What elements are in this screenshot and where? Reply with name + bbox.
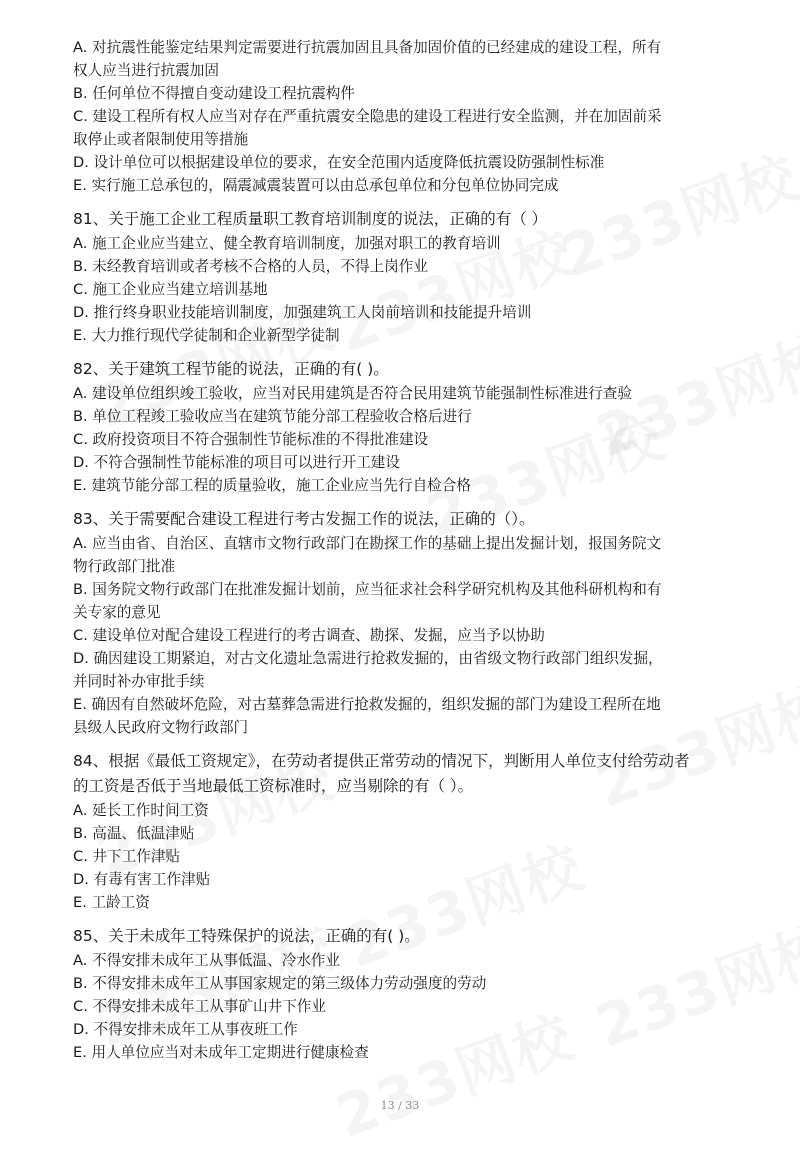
answer-option: A. 不得安排未成年工从事低温、冷水作业 <box>73 952 341 969</box>
answer-option: A. 施工企业应当建立、健全教育培训制度，加强对职工的教育培训 <box>73 235 501 252</box>
answer-option: A. 对抗震性能鉴定结果判定需要进行抗震加固且具备加固价值的已经建成的建设工程，所有 <box>73 39 662 56</box>
answer-option: C. 建设工程所有权人应当对存在严重抗震安全隐患的建设工程进行安全监测，并在加固前采 <box>73 108 662 125</box>
answer-option: D. 不符合强制性节能标准的项目可以进行开工建设 <box>73 454 400 471</box>
answer-option: B. 国务院文物行政部门在批准发掘计划前，应当征求社会科学研究机构及其他科研机构和有 <box>73 581 662 598</box>
answer-option: E. 建筑节能分部工程的质量验收，施工企业应当先行自检合格 <box>73 477 471 494</box>
answer-option: D. 推行终身职业技能培训制度，加强建筑工人岗前培训和技能提升培训 <box>73 304 532 321</box>
answer-option: E. 大力推行现代学徒制和企业新型学徒制 <box>73 327 340 344</box>
answer-option: B. 未经教育培训或者考核不合格的人员，不得上岗作业 <box>73 258 428 275</box>
answer-option: C. 井下工作津贴 <box>73 848 181 865</box>
answer-option: A. 建设单位组织竣工验收，应当对民用建筑是否符合民用建筑节能强制性标准进行查验 <box>73 385 632 402</box>
question-stem: 81、关于施工企业工程质量职工教育培训制度的说法，正确的有（ ） <box>73 210 548 228</box>
answer-option: D. 确因建设工期紧迫，对古文化遗址急需进行抢救发掘的，由省级文物行政部门组织发掘， <box>73 650 663 667</box>
answer-option: B. 任何单位不得擅自变动建设工程抗震构件 <box>73 85 355 102</box>
answer-option: 县级人民政府文物行政部门 <box>73 719 249 736</box>
question-stem: 83、关于需要配合建设工程进行考古发掘工作的说法，正确的（）。 <box>73 510 535 528</box>
answer-option: 并同时补办审批手续 <box>73 673 205 690</box>
answer-option: D. 设计单位可以根据建设单位的要求，在安全范围内适度降低抗震设防强制性标准 <box>73 154 605 171</box>
question-stem: 82、关于建筑工程节能的说法，正确的有( )。 <box>73 360 389 378</box>
answer-option: C. 政府投资项目不符合强制性节能标准的不得批准建设 <box>73 431 429 448</box>
answer-option: B. 不得安排未成年工从事国家规定的第三级体力劳动强度的劳动 <box>73 975 487 992</box>
page-number: 13 / 33 <box>380 1099 420 1112</box>
answer-option: 物行政部门批准 <box>73 558 176 575</box>
answer-option: B. 高温、低温津贴 <box>73 825 195 842</box>
answer-option: C. 建设单位对配合建设工程进行的考古调查、勘探、发掘，应当予以协助 <box>73 627 545 644</box>
answer-option: E. 确因有自然破坏危险，对古墓葬急需进行抢救发掘的，组织发掘的部门为建设工程所在地 <box>73 696 661 713</box>
answer-option: E. 工龄工资 <box>73 894 150 911</box>
answer-option: A. 应当由省、自治区、直辖市文物行政部门在勘探工作的基础上提出发掘计划，报国务院文 <box>73 535 662 552</box>
question-list <box>73 36 753 1064</box>
question-stem: 84、根据《最低工资规定》，在劳动者提供正常劳动的情况下，判断用人单位支付给劳动者 <box>73 752 690 770</box>
answer-option: E. 实行施工总承包的，隔震减震装置可以由总承包单位和分包单位协同完成 <box>73 177 559 194</box>
answer-option: 关专家的意见 <box>73 604 161 621</box>
answer-option: 权人应当进行抗震加固 <box>73 62 219 79</box>
question-stem: 85、关于未成年工特殊保护的说法，正确的有( )。 <box>73 927 420 945</box>
answer-option: C. 不得安排未成年工从事矿山井下作业 <box>73 998 326 1015</box>
answer-option: 取停止或者限制使用等措施 <box>73 131 249 148</box>
answer-option: C. 施工企业应当建立培训基地 <box>73 281 268 298</box>
answer-option: B. 单位工程竣工验收应当在建筑节能分部工程验收合格后进行 <box>73 408 472 425</box>
answer-option: A. 延长工作时间工资 <box>73 802 209 819</box>
question-stem-continued: 的工资是否低于当地最低工资标准时，应当剔除的有（ ）。 <box>73 777 474 795</box>
answer-option: D. 不得安排未成年工从事夜班工作 <box>73 1021 298 1038</box>
answer-option: D. 有毒有害工作津贴 <box>73 871 211 888</box>
answer-option: E. 用人单位应当对未成年工定期进行健康检查 <box>73 1044 369 1061</box>
